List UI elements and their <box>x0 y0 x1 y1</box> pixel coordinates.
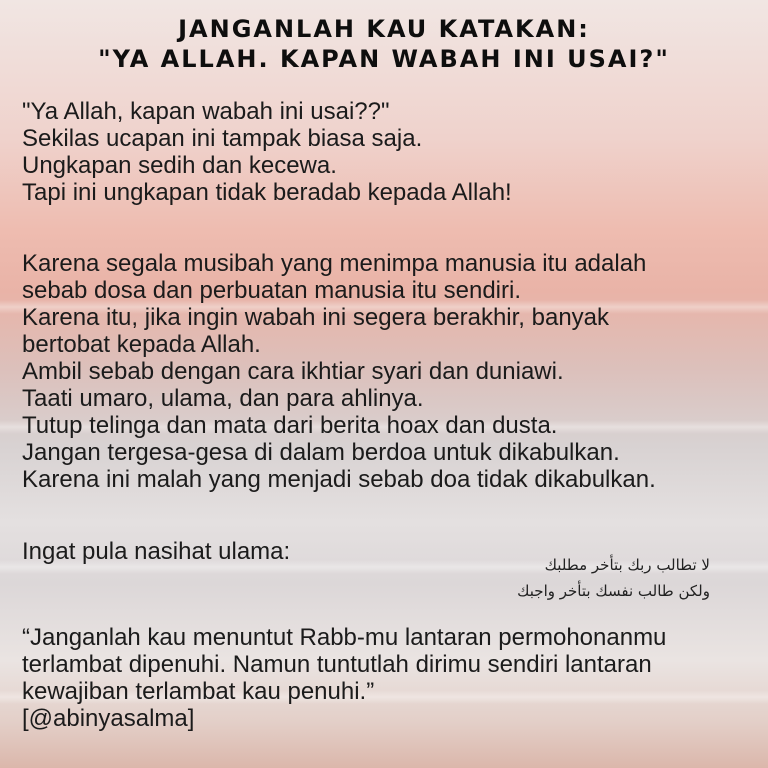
title-line-1: JANGANLAH KAU KATAKAN: <box>178 15 590 43</box>
text-line: sebab dosa dan perbuatan manusia itu sendiri. <box>22 277 522 304</box>
text-line: Ungkapan sedih dan kecewa. <box>22 152 337 179</box>
text-line: Jangan tergesa-gesa di dalam berdoa untuk dikabulkan. <box>22 439 620 466</box>
text-line: bertobat kepada Allah. <box>22 331 261 358</box>
text-line: Karena ini malah yang menjadi sebab doa tidak dikabulkan. <box>22 466 656 493</box>
text-line: Karena segala musibah yang menimpa manusia itu adalah <box>22 250 647 277</box>
quote-line: terlambat dipenuhi. Namun tuntutlah dirimu sendiri lantaran <box>22 651 652 678</box>
arabic-line-2: ولكن طالب نفسك بتأخر واجبك <box>517 582 710 600</box>
arabic-quote <box>517 552 710 604</box>
source-handle: [@abinyasalma] <box>22 705 195 732</box>
text-line: Karena itu, jika ingin wabah ini segera berakhir, banyak <box>22 304 610 331</box>
arabic-line-1: لا تطالب ربك بتأخر مطلبك <box>544 556 710 574</box>
quote-line: “Janganlah kau menuntut Rabb-mu lantaran permohonanmu <box>22 624 667 651</box>
title-line-2: "YA ALLAH. KAPAN WABAH INI USAI?" <box>98 45 670 73</box>
text-line: "Ya Allah, kapan wabah ini usai??" <box>22 98 390 125</box>
text-line: Ingat pula nasihat ulama: <box>22 538 291 565</box>
text-line: Tapi ini ungkapan tidak beradab kepada Allah! <box>22 179 512 206</box>
quote-line: kewajiban terlambat kau penuhi.” <box>22 678 375 705</box>
paragraph-advice <box>22 250 762 493</box>
text-line: Ambil sebab dengan cara ikhtiar syari dan duniawi. <box>22 358 564 385</box>
text-line: Sekilas ucapan ini tampak biasa saja. <box>22 125 423 152</box>
page-title <box>0 14 768 74</box>
text-line: Taati umaro, ulama, dan para ahlinya. <box>22 385 424 412</box>
text-line: Tutup telinga dan mata dari berita hoax dan dusta. <box>22 412 558 439</box>
quote-block <box>22 624 762 732</box>
paragraph-intro <box>22 98 762 206</box>
